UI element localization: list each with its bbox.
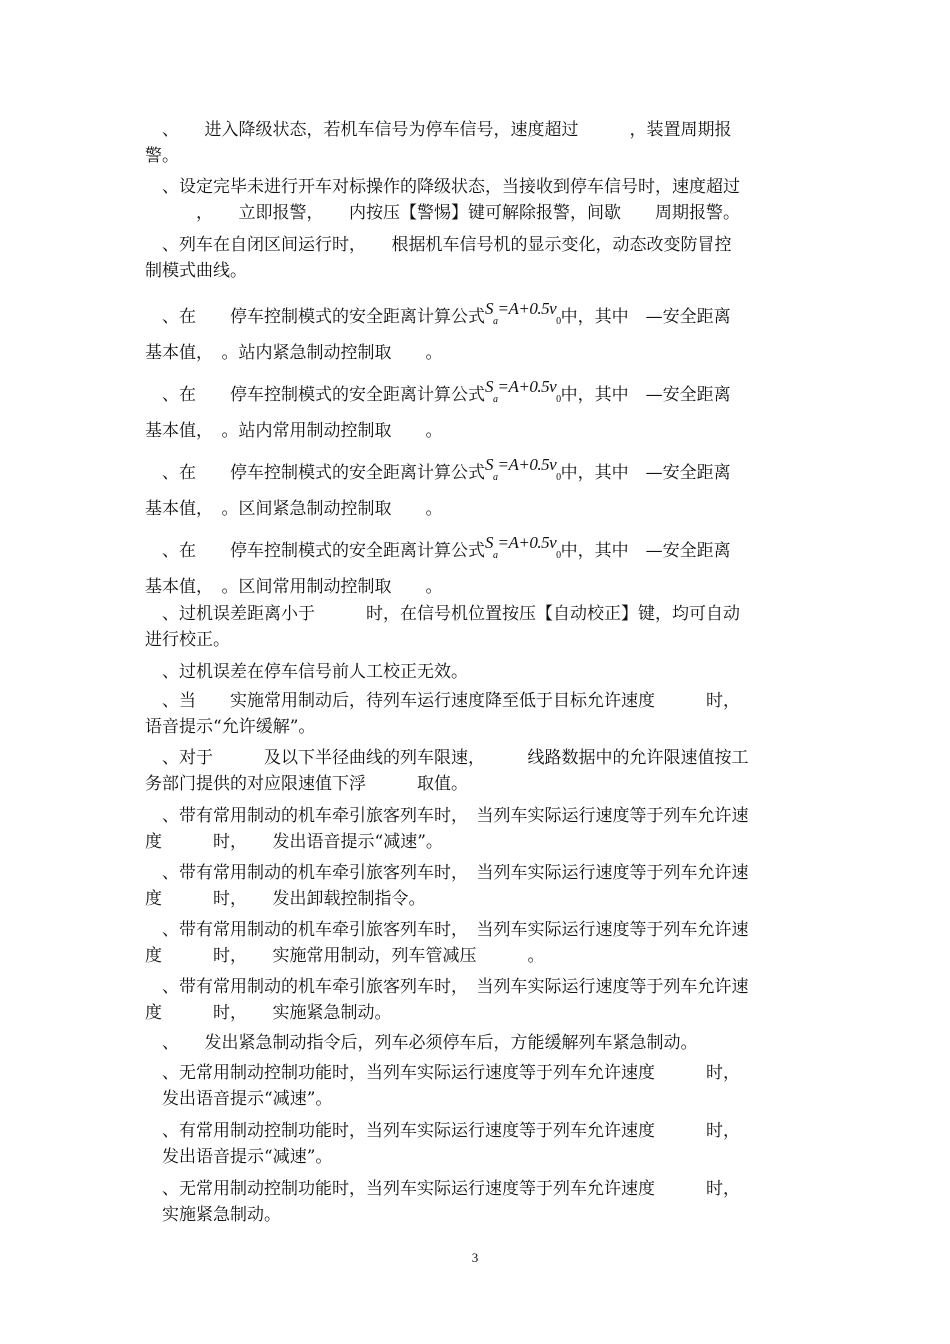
text-line: 、过机误差在停车信号前人工校正无效。 bbox=[145, 662, 468, 682]
text-line: 务部门提供的对应限速值下浮 取值。 bbox=[145, 774, 468, 794]
formula-line-after: 中，其中 —安全距离 bbox=[560, 463, 731, 483]
formula-expression: =A+0.5v bbox=[497, 534, 557, 552]
text-line: 基本值， 。站内常用制动控制取 。 bbox=[145, 421, 443, 441]
text-line: 、 进入降级状态，若机车信号为停车信号，速度超过 ，装置周期报 bbox=[145, 120, 732, 140]
text-line: 、带有常用制动的机车牵引旅客列车时， 当列车实际运行速度等于列车允许速 bbox=[145, 977, 749, 997]
text-line: 度 时， 实施紧急制动。 bbox=[145, 1003, 392, 1023]
formula-subscript-a: a bbox=[493, 394, 498, 405]
text-line: 、过机误差距离小于 时，在信号机位置按压【自动校正】键，均可自动 bbox=[145, 604, 740, 624]
text-line: 发出语音提示“减速”。 bbox=[145, 1147, 333, 1167]
text-line: 基本值， 。区间紧急制动控制取 。 bbox=[145, 499, 443, 519]
text-line: 度 时， 发出语音提示“减速”。 bbox=[145, 832, 443, 852]
formula-subscript-0: 0 bbox=[556, 316, 561, 327]
formula-expression: =A+0.5v bbox=[497, 378, 557, 396]
formula-line bbox=[145, 534, 810, 568]
formula-subscript-0: 0 bbox=[556, 394, 561, 405]
text-line: 进行校正。 bbox=[145, 630, 230, 650]
text-line: 、带有常用制动的机车牵引旅客列车时， 当列车实际运行速度等于列车允许速 bbox=[145, 920, 749, 940]
formula-line bbox=[145, 456, 810, 490]
formula-line bbox=[145, 378, 810, 412]
formula-expression: =A+0.5v bbox=[497, 300, 557, 318]
text-line: 实施紧急制动。 bbox=[145, 1205, 281, 1225]
formula-subscript-a: a bbox=[493, 316, 498, 327]
text-line: 、当 实施常用制动后，待列车运行速度降至低于目标允许速度 时， bbox=[145, 691, 740, 711]
formula-line-after: 中，其中 —安全距离 bbox=[560, 307, 731, 327]
formula-line bbox=[145, 300, 810, 334]
text-line: 度 时， 发出卸载控制指令。 bbox=[145, 889, 426, 909]
safety-distance-formula bbox=[485, 300, 561, 329]
formula-line-before: 、在 停车控制模式的安全距离计算公式 bbox=[145, 385, 485, 405]
formula-line-before: 、在 停车控制模式的安全距离计算公式 bbox=[145, 307, 485, 327]
formula-expression: =A+0.5v bbox=[497, 456, 557, 474]
text-line: 基本值， 。区间常用制动控制取 。 bbox=[145, 577, 443, 597]
text-line: 、无常用制动控制功能时，当列车实际运行速度等于列车允许速度 时， bbox=[145, 1179, 740, 1199]
safety-distance-formula bbox=[485, 378, 561, 407]
text-line: 、列车在自闭区间运行时， 根据机车信号机的显示变化，动态改变防冒控 bbox=[145, 235, 732, 255]
text-line: 发出语音提示“减速”。 bbox=[145, 1089, 333, 1109]
formula-symbol-s: S bbox=[485, 378, 493, 396]
text-line: 基本值， 。站内紧急制动控制取 。 bbox=[145, 343, 443, 363]
text-line: 、设定完毕未进行开车对标操作的降级状态，当接收到停车信号时，速度超过 bbox=[145, 177, 740, 197]
text-line: 度 时， 实施常用制动，列车管减压 。 bbox=[145, 946, 545, 966]
text-line: 警。 bbox=[145, 146, 179, 166]
text-line: 、带有常用制动的机车牵引旅客列车时， 当列车实际运行速度等于列车允许速 bbox=[145, 863, 749, 883]
text-line: 、无常用制动控制功能时，当列车实际运行速度等于列车允许速度 时， bbox=[145, 1063, 740, 1083]
formula-subscript-a: a bbox=[493, 472, 498, 483]
text-line: 语音提示“允许缓解”。 bbox=[145, 717, 316, 737]
text-line: 、带有常用制动的机车牵引旅客列车时， 当列车实际运行速度等于列车允许速 bbox=[145, 806, 749, 826]
formula-symbol-s: S bbox=[485, 456, 493, 474]
text-line: 、有常用制动控制功能时，当列车实际运行速度等于列车允许速度 时， bbox=[145, 1121, 740, 1141]
formula-line-after: 中，其中 —安全距离 bbox=[560, 541, 731, 561]
safety-distance-formula bbox=[485, 534, 561, 563]
text-line: 、 发出紧急制动指令后，列车必须停车后，方能缓解列车紧急制动。 bbox=[145, 1033, 698, 1053]
formula-symbol-s: S bbox=[485, 534, 493, 552]
formula-subscript-0: 0 bbox=[556, 472, 561, 483]
formula-line-before: 、在 停车控制模式的安全距离计算公式 bbox=[145, 541, 485, 561]
page-number: 3 bbox=[471, 1250, 479, 1265]
formula-symbol-s: S bbox=[485, 300, 493, 318]
text-line: 制模式曲线。 bbox=[145, 261, 247, 281]
formula-line-before: 、在 停车控制模式的安全距离计算公式 bbox=[145, 463, 485, 483]
formula-subscript-0: 0 bbox=[556, 550, 561, 561]
text-line: 、对于 及以下半径曲线的列车限速， 线路数据中的允许限速值按工 bbox=[145, 748, 749, 768]
text-line: ， 立即报警， 内按压【警惕】键可解除报警，间歇 周期报警。 bbox=[145, 203, 740, 223]
formula-line-after: 中，其中 —安全距离 bbox=[560, 385, 731, 405]
safety-distance-formula bbox=[485, 456, 561, 485]
formula-subscript-a: a bbox=[493, 550, 498, 561]
